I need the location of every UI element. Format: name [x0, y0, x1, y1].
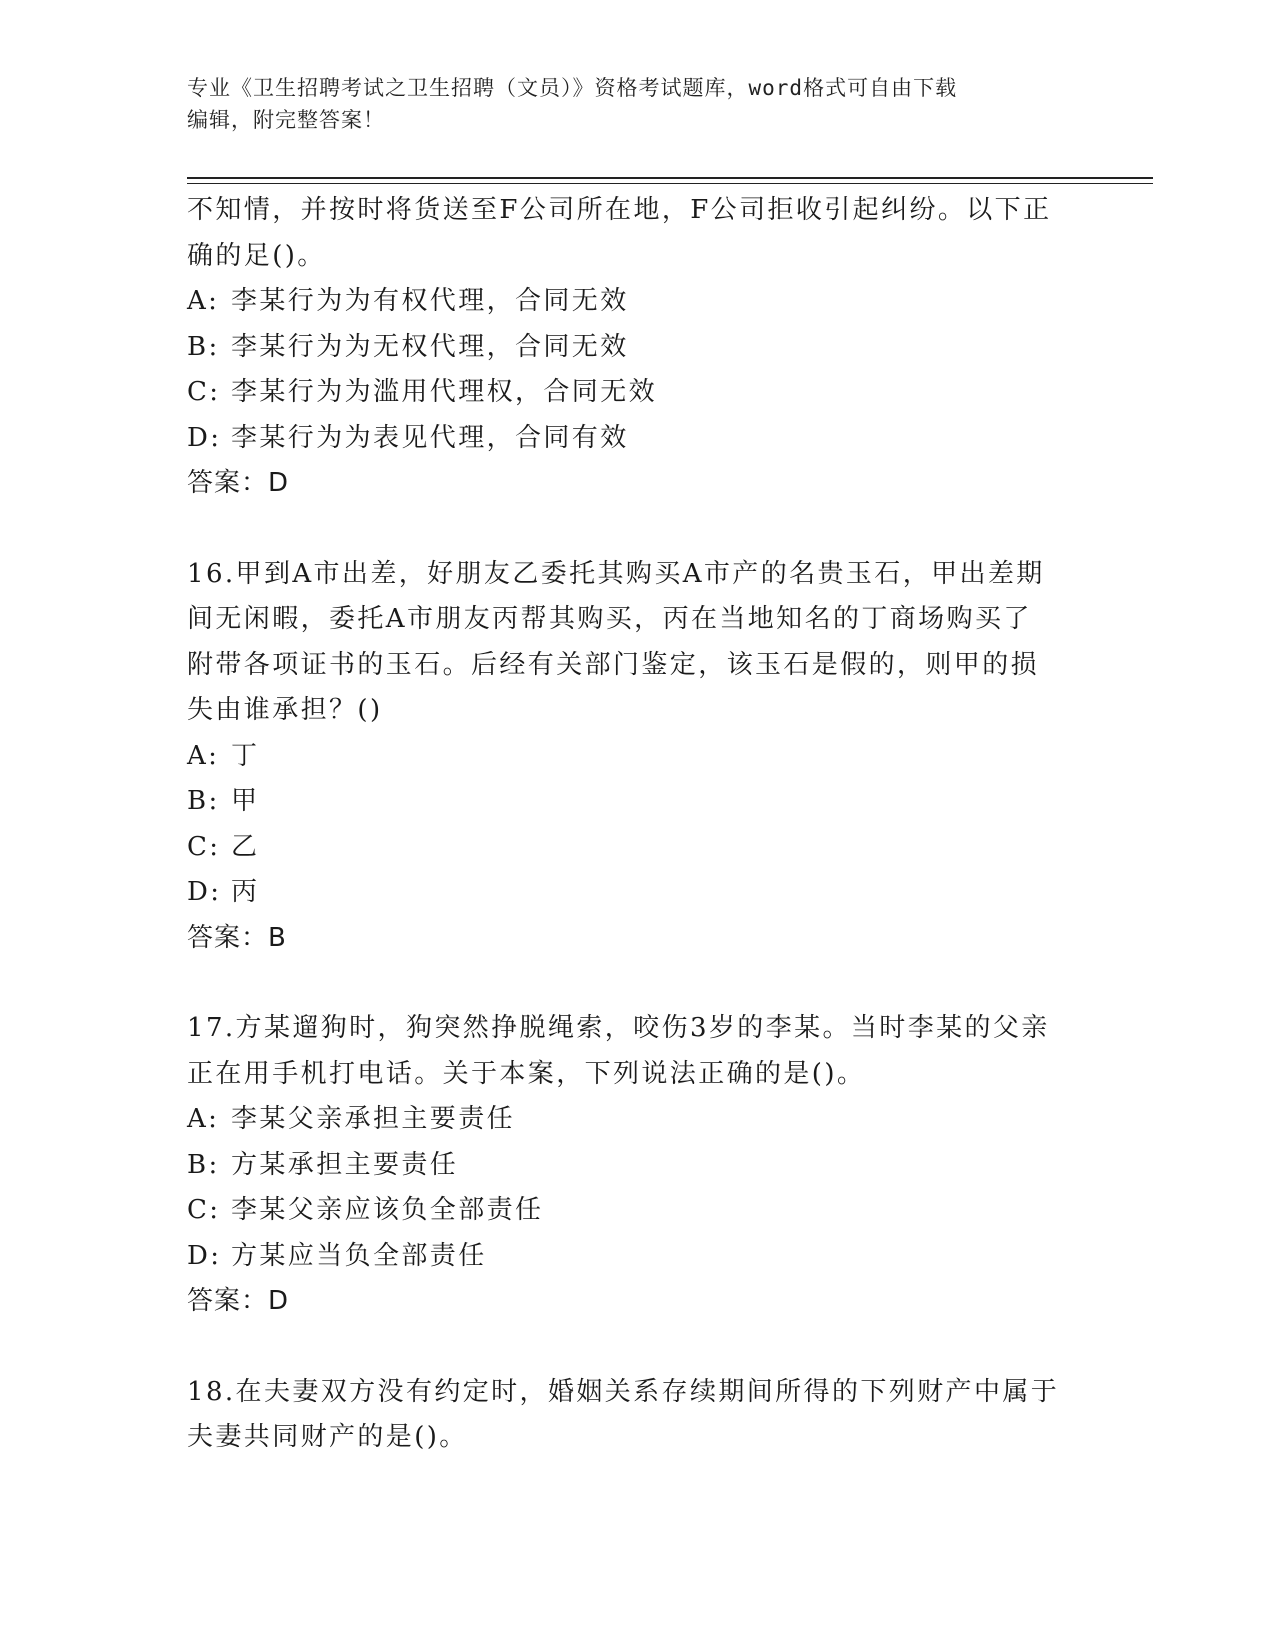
spacer	[187, 507, 1087, 552]
question-text-line: 确的足()。	[187, 240, 326, 271]
option-b	[187, 1143, 1087, 1189]
answer-line: 答案：D	[187, 468, 290, 498]
answer-line: 答案：D	[187, 1286, 290, 1316]
header-divider-thick	[187, 177, 1153, 179]
question-text-line: 17.方某遛狗时，狗突然挣脱绳索，咬伤3岁的李某。当时李某的父亲	[187, 1013, 1050, 1043]
option-text: 丁	[231, 740, 260, 771]
option-c	[187, 825, 1087, 871]
question-text-line: 不知情，并按时将货送至F公司所在地，F公司拒收引起纠纷。以下正	[187, 195, 1052, 225]
option-text: 李某行为为有权代理，合同无效	[231, 286, 629, 316]
option-letter: D:	[187, 422, 222, 453]
option-letter: A:	[187, 286, 220, 316]
spacer	[187, 1325, 1087, 1370]
option-letter: A:	[187, 1104, 220, 1134]
option-text: 李某行为为滥用代理权，合同无效	[231, 377, 658, 407]
option-text: 李某行为为表见代理，合同有效	[231, 422, 629, 453]
option-a	[187, 1097, 1087, 1143]
option-letter: D:	[187, 1240, 222, 1271]
option-d	[187, 416, 1087, 462]
question-text-line: 间无闲暇，委托A市朋友丙帮其购买，丙在当地知名的丁商场购买了	[187, 604, 1032, 634]
option-letter: C:	[187, 1195, 221, 1225]
option-text: 方某承担主要责任	[231, 1149, 459, 1180]
option-letter: B:	[187, 331, 220, 362]
answer-line: 答案：B	[187, 922, 287, 953]
option-d	[187, 1234, 1087, 1280]
option-letter: D:	[187, 877, 222, 907]
option-b	[187, 325, 1087, 371]
option-c	[187, 370, 1087, 416]
option-b	[187, 779, 1087, 825]
question-17	[187, 1006, 1087, 1325]
question-16	[187, 552, 1087, 962]
option-c	[187, 1188, 1087, 1234]
option-d	[187, 870, 1087, 916]
option-letter: A:	[187, 740, 220, 771]
option-a	[187, 279, 1087, 325]
option-text: 甲	[231, 786, 260, 816]
question-text-line: 正在用手机打电话。关于本案，下列说法正确的是()。	[187, 1058, 866, 1089]
option-letter: C:	[187, 377, 221, 407]
header-line-1: 专业《卫生招聘考试之卫生招聘（文员）》资格考试题库，word格式可自由下载	[187, 76, 958, 100]
page-header	[187, 72, 1067, 136]
option-text: 李某行为为无权代理，合同无效	[231, 331, 629, 362]
option-letter: C:	[187, 831, 221, 862]
option-letter: B:	[187, 1149, 220, 1180]
option-text: 丙	[231, 877, 260, 907]
question-text-line: 16.甲到A市出差，好朋友乙委托其购买A市产的名贵玉石，甲出差期	[187, 558, 1045, 589]
option-text: 乙	[231, 831, 260, 862]
question-text-line: 附带各项证书的玉石。后经有关部门鉴定，该玉石是假的，则甲的损	[187, 649, 1040, 680]
option-text: 李某父亲承担主要责任	[231, 1104, 516, 1134]
question-text-line: 18.在夫妻双方没有约定时，婚姻关系存续期间所得的下列财产中属于	[187, 1376, 1060, 1407]
spacer	[187, 961, 1087, 1006]
option-text: 方某应当负全部责任	[231, 1240, 487, 1271]
question-text-line: 失由谁承担？()	[187, 695, 383, 725]
question-text-line: 夫妻共同财产的是()。	[187, 1422, 468, 1452]
question-18	[187, 1370, 1087, 1461]
option-letter: B:	[187, 786, 220, 816]
header-line-2: 编辑，附完整答案！	[187, 108, 385, 132]
question-content	[187, 188, 1087, 1461]
option-text: 李某父亲应该负全部责任	[231, 1195, 544, 1225]
question-15-continuation	[187, 188, 1087, 507]
option-a	[187, 734, 1087, 780]
header-divider-thin	[187, 183, 1153, 184]
